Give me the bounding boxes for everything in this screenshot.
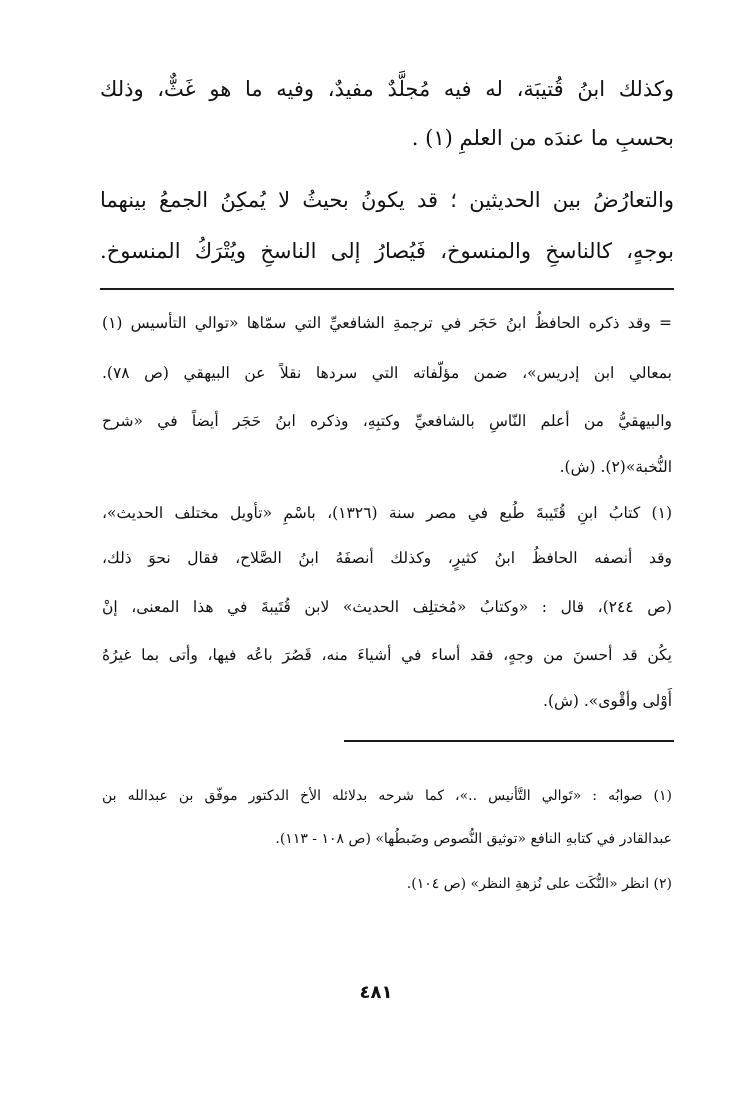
editor-note-1-line-1: (١) صوابُه : «تَوالي التَّأنيس ..»، كما شرحه بدلائله الأخ الدكتور موفّق بن عبدالله بن — [102, 788, 672, 804]
footnote-separator — [100, 288, 674, 290]
main-paragraph-2-line-2: بوجهٍ، كالناسخِ والمنسوخ، فَيُصارُ إلى الناسخِ ويُتْرَكُ المنسوخ. — [100, 239, 674, 263]
main-paragraph-1-line-1: وكذلك ابنُ قُتيبَة، له فيه مُجلَّدٌ مفيدٌ، وفيه ما هو غَثٌّ، وذلك — [100, 77, 674, 101]
editor-note-1-line-2: عبدالقادر في كتابهِ النافع «توثيق النُّصوص وضَبطُها» (ص ١٠٨ - ١١٣). — [275, 831, 672, 847]
editor-notes-separator — [344, 740, 674, 742]
footnote-continuation-line-1: = وقد ذكره الحافظُ ابنُ حَجَر في ترجمةِ الشافعيِّ التي سمّاها «توالي التأسيس (١) — [102, 314, 672, 332]
footnote-1-line-5: أَوْلى وأقْوى». (ش). — [543, 692, 672, 710]
footnote-continuation-line-3: والبيهقيُّ من أعلم النّاسِ بالشافعيِّ وكتبِهِ، وذكره ابنُ حَجَر أيضاً في «شرح — [102, 412, 672, 430]
footnote-continuation-line-4: النُّخبة»(٢). (ش). — [559, 458, 672, 476]
main-paragraph-1-line-2: بحسبِ ما عندَه من العلمِ (١) . — [411, 126, 674, 150]
footnote-1-line-1: (١) كتابُ ابنِ قُتَيبةَ طُبع في مصر سنة (١٣٢٦)، باسْمِ «تأويل مختلف الحديث»، — [102, 504, 672, 522]
editor-note-2: (٢) انظر «النُّكَت على نُزهةِ النظر» (ص ١٠٤). — [406, 876, 672, 892]
footnote-continuation-line-2: بمعالي ابن إدريس»، ضمن مؤلّفاته التي سردها نقلاً عن البيهقي (ص ٧٨). — [102, 364, 672, 382]
footnote-1-line-2: وقد أنصفه الحافظُ ابنُ كثيرٍ، وكذلك أنصفَهُ ابنُ الصَّلاح، فقال نحوَ ذلك، — [102, 549, 672, 567]
footnote-1-line-3: (ص ٢٤٤)، قال : «وكتابُ «مُختلِف الحديث» لابن قُتَيبةَ في هذا المعنى، إنْ — [102, 598, 672, 616]
page-number: ٤٨١ — [359, 982, 393, 1003]
footnote-1-line-4: يكُن قد أحسنَ من وجهٍ، فقد أساء في أشياءَ منه، قَصُرَ باعُه فيها، وأتى بما غيرُهُ — [102, 646, 672, 664]
main-paragraph-2-line-1: والتعارُضُ بين الحديثين ؛ قد يكونُ بحيثُ لا يُمكِنُ الجمعُ بينهما — [100, 188, 674, 212]
